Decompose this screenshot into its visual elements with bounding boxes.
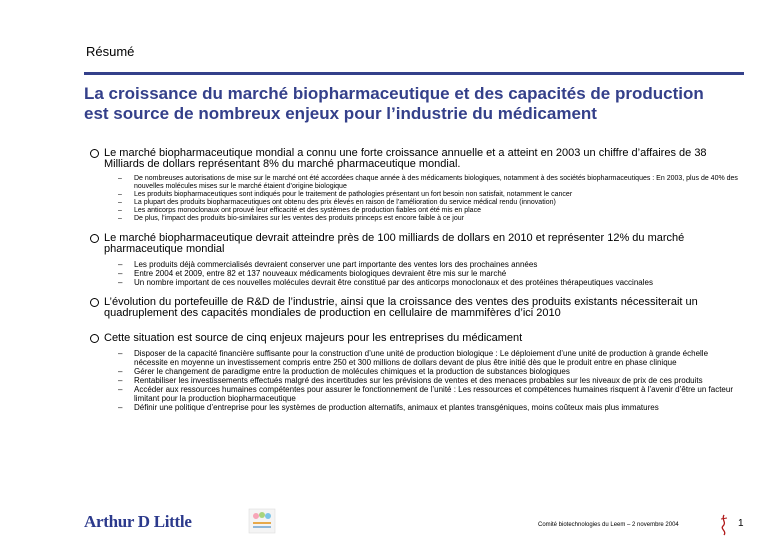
- page-number: 1: [738, 518, 744, 529]
- dash-icon: –: [118, 175, 122, 182]
- sub-bullet-text: Gérer le changement de paradigme entre la production de molécules chimiques et la production de substances biologiques: [134, 367, 570, 376]
- sub-bullet-list: [118, 260, 740, 287]
- main-bullet: [90, 148, 740, 170]
- signature-icon: [718, 514, 730, 536]
- ring-bullet-icon: [90, 149, 99, 158]
- bullet-text: Le marché biopharmaceutique mondial a connu une forte croissance annuelle et a atteint en 2003 un chiffre d’affaires de 38 Milliards de dollars représentant 8% du marché pharmaceutique mondial.: [104, 147, 707, 170]
- sub-bullet-text: La plupart des produits biopharmaceutiques ont obtenu des prix élevés en raison de l’amélioration du service médical rendu (innovation): [134, 199, 556, 206]
- sub-bullet: [118, 349, 740, 367]
- sub-bullet-text: Un nombre important de ces nouvelles molécules devrait être constitué par des anticorps monoclonaux et des protéines thérapeutiques vaccinales: [134, 278, 653, 287]
- sub-bullet: [118, 269, 740, 278]
- dash-icon: –: [118, 260, 123, 269]
- dash-icon: –: [118, 367, 123, 376]
- sub-bullet-text: Les anticorps monoclonaux ont prouvé leur efficacité et des systèmes de production fiables ont été mis en place: [134, 207, 481, 214]
- bullet-group-2: [90, 233, 740, 287]
- sub-bullet-text: Entre 2004 et 2009, entre 82 et 137 nouveaux médicaments biologiques devraient être mis sur le marché: [134, 269, 507, 278]
- sub-bullet-text: Rentabiliser les investissements effectués malgré des incertitudes sur les prévisions de ventes et des menaces probables sur les niveaux de prix de ces produits: [134, 376, 703, 385]
- sub-bullet: [118, 199, 740, 207]
- dash-icon: –: [118, 207, 122, 214]
- sub-bullet-text: Les produits biopharmaceutiques sont indiqués pour le traitement de pathologies présentant un fort besoin non satisfait, notamment le cancer: [134, 191, 573, 198]
- sub-bullet-text: Disposer de la capacité financière suffisante pour la construction d’une unité de production biologique : Le déploiement d’une unité de production à grande échelle nécessite en moyenne un investissement compris entre 250 et 300 millions de dollars devant de plus être initié dès que le produit entre en phase clinique: [134, 349, 709, 367]
- sub-bullet: [118, 367, 740, 376]
- section-label: Résumé: [86, 44, 135, 59]
- dash-icon: –: [118, 269, 123, 278]
- bullet-text: Cette situation est source de cinq enjeux majeurs pour les entreprises du médicament: [104, 332, 523, 344]
- bullet-group-3: [90, 297, 740, 319]
- sub-bullet: [118, 278, 740, 287]
- sub-bullet-list: [118, 175, 740, 223]
- ring-bullet-icon: [90, 298, 99, 307]
- sub-bullet: [118, 260, 740, 269]
- sub-bullet: [118, 385, 740, 403]
- dash-icon: –: [118, 278, 123, 287]
- ring-bullet-icon: [90, 234, 99, 243]
- page-title: [84, 84, 764, 124]
- summary-content: [90, 148, 740, 422]
- sub-bullet: [118, 175, 740, 191]
- footer-meta: Comité biotechnologies du Leem – 2 novembre 2004: [538, 522, 679, 528]
- dash-icon: –: [118, 199, 122, 206]
- dash-icon: –: [118, 349, 123, 358]
- bullet-group-4: [90, 333, 740, 412]
- dash-icon: –: [118, 376, 123, 385]
- main-bullet: [90, 233, 740, 255]
- sub-bullet-text: De nombreuses autorisations de mise sur le marché ont été accordées chaque année à des médicaments biologiques, notamment à des sociétés biopharmaceutiques : En 2003, plus de 40% des nouvelles molécules mises sur le marché étaient d’origine biologique: [134, 175, 738, 190]
- dash-icon: –: [118, 385, 123, 394]
- dash-icon: –: [118, 191, 122, 198]
- header-divider: [84, 72, 744, 75]
- page-title-line-2: est source de nombreux enjeux pour l’industrie du médicament: [84, 104, 597, 123]
- ring-bullet-icon: [90, 334, 99, 343]
- sub-bullet: [118, 207, 740, 215]
- sub-bullet-text: Les produits déjà commercialisés devraient conserver une part importante des ventes lors des prochaines années: [134, 260, 538, 269]
- page-title-line-1: La croissance du marché biopharmaceutique et des capacités de production: [84, 84, 704, 103]
- sub-bullet: [118, 376, 740, 385]
- dash-icon: –: [118, 215, 122, 222]
- bullet-text: Le marché biopharmaceutique devrait atteindre près de 100 milliards de dollars en 2010 et représenter 12% du marché pharmaceutique mondial: [104, 232, 685, 255]
- sub-bullet-text: De plus, l’impact des produits bio-similaires sur les ventes des produits princeps est encore faible à ce jour: [134, 215, 464, 222]
- sub-bullet: [118, 403, 740, 412]
- sub-bullet-text: Accéder aux ressources humaines compétentes pour assurer le fonctionnement de l’unité : Les ressources et compétences humaines risquent à l’avenir d’être un facteur limitant pour la production biopharmaceutique: [134, 385, 733, 403]
- sub-bullet: [118, 191, 740, 199]
- main-bullet: [90, 297, 740, 319]
- sub-bullet-text: Définir une politique d’entreprise pour les systèmes de production alternatifs, animaux et plantes transgéniques, moins coûteux mais plus immatures: [134, 403, 659, 412]
- main-bullet: [90, 333, 740, 344]
- bullet-text: L’évolution du portefeuille de R&D de l’industrie, ainsi que la croissance des ventes des produits existants nécessiterait un quadruplement des capacités mondiales de production en cellulaire de mammifères d’ici 2010: [104, 296, 698, 319]
- bullet-group-1: [90, 148, 740, 223]
- company-logo: Arthur D Little: [84, 512, 192, 531]
- dash-icon: –: [118, 403, 123, 412]
- leem-emblem-icon: [248, 508, 276, 534]
- sub-bullet-list: [118, 349, 740, 412]
- sub-bullet: [118, 215, 740, 223]
